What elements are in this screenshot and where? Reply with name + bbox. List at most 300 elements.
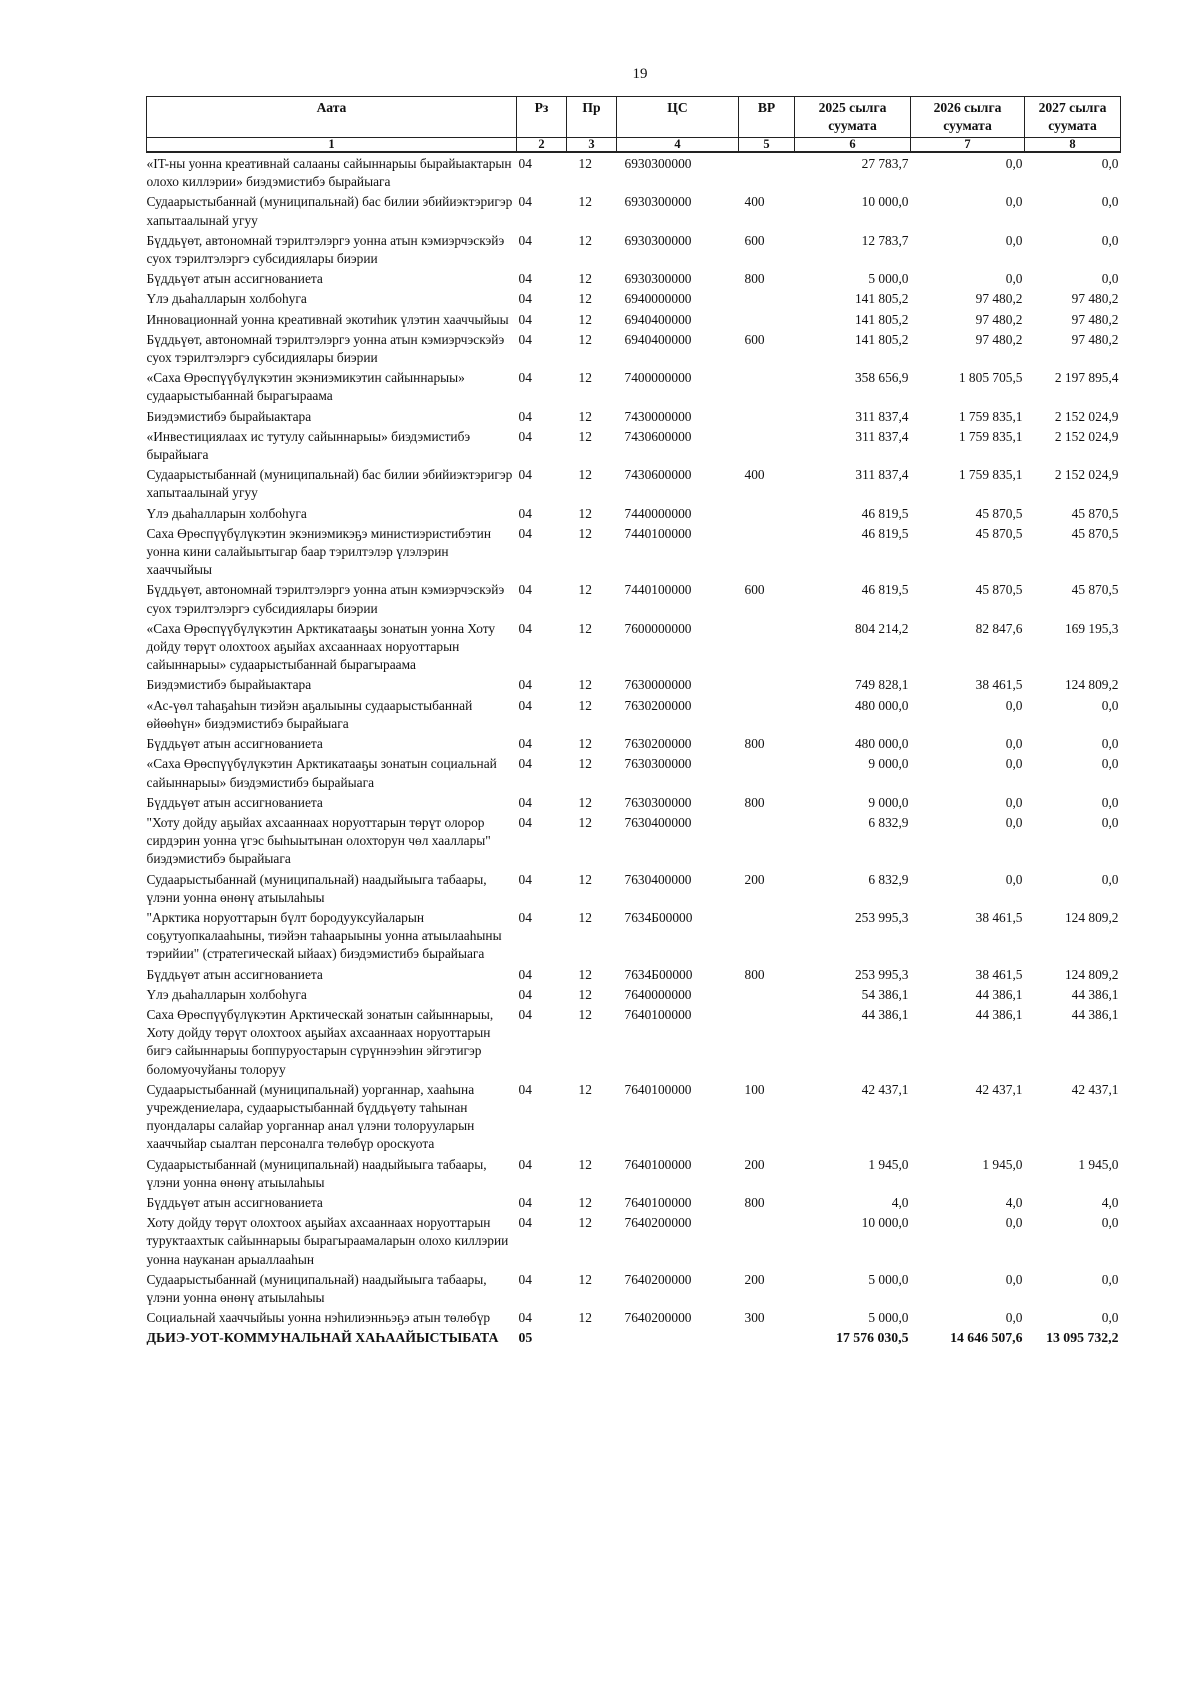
- row-cs: 7630000000: [624, 677, 692, 693]
- row-pr: 12: [578, 291, 592, 307]
- row-name: Бүддьүөт, автономнай тэрилтэлэргэ уонна атын кэмиэрчэскэйэ суох тэрилтэлэргэ субсидиялары биэрии: [146, 232, 505, 267]
- row-amount-2026: 0,0: [1005, 871, 1023, 887]
- row-amount-2025: 480 000,0: [854, 697, 909, 713]
- table-row: [147, 1192, 1121, 1212]
- row-amount-2027: 45 870,5: [1071, 525, 1119, 541]
- table-row: [147, 579, 1121, 617]
- row-vr: 200: [744, 871, 765, 887]
- table-row: [147, 1154, 1121, 1192]
- row-vr: [739, 984, 795, 1004]
- row-rz: 04: [518, 408, 532, 424]
- column-number: 3: [567, 138, 617, 153]
- row-rz: 04: [518, 736, 532, 752]
- row-amount-2026: 0,0: [1005, 156, 1023, 171]
- row-name: ДЬИЭ-УОТ-КОММУНАЛЬНАЙ ХАҺААЙЫСТЫБАТА: [146, 1330, 499, 1346]
- column-number: 6: [795, 138, 911, 153]
- row-name: Үлэ дьаһалларын холбоһуга: [146, 505, 307, 521]
- table-row: [147, 464, 1121, 502]
- row-name: Социальнай хааччыйыы уонна нэһилиэнньэҕэ атын төлөбүр: [146, 1310, 491, 1326]
- row-cs: 6940000000: [624, 291, 692, 307]
- row-rz: 04: [518, 620, 532, 636]
- row-name: Биэдэмистибэ бырайыактара: [146, 677, 312, 693]
- row-amount-2027: 97 480,2: [1071, 311, 1119, 327]
- row-amount-2027: 0,0: [1101, 232, 1119, 248]
- row-amount-2027: 2 152 024,9: [1054, 408, 1119, 424]
- row-amount-2026: 97 480,2: [975, 291, 1023, 307]
- table-row: [147, 1307, 1121, 1327]
- row-vr: [739, 523, 795, 580]
- row-pr: 12: [578, 1310, 592, 1326]
- row-amount-2027: 4,0: [1101, 1194, 1119, 1210]
- row-vr: [739, 753, 795, 791]
- row-vr: 800: [744, 271, 765, 287]
- table-row: [147, 523, 1121, 580]
- row-cs: 6930300000: [624, 232, 692, 248]
- row-amount-2026: 44 386,1: [975, 986, 1023, 1002]
- row-amount-2025: 46 819,5: [861, 582, 909, 598]
- row-amount-2027: 0,0: [1101, 794, 1119, 810]
- row-vr: 300: [744, 1310, 765, 1326]
- row-amount-2026: 0,0: [1005, 1271, 1023, 1287]
- header-2026: 2026 сылга суумата: [911, 97, 1025, 138]
- row-cs: 7400000000: [624, 370, 692, 386]
- row-amount-2026: 1 805 705,5: [958, 370, 1023, 386]
- row-vr: 200: [744, 1156, 765, 1172]
- row-vr: [739, 288, 795, 308]
- row-vr: 600: [744, 582, 765, 598]
- row-name: Судаарыстыбаннай (муниципальнай) наадыйыыга табаары, үлэни уонна өнөнү атыылаһыы: [146, 1271, 487, 1305]
- row-amount-2025: 10 000,0: [861, 1215, 909, 1231]
- row-cs: 7640200000: [624, 1271, 692, 1287]
- row-amount-2025: 46 819,5: [861, 505, 909, 521]
- row-amount-2025: 480 000,0: [854, 736, 909, 752]
- row-name: «Саха Өрөспүүбүлүкэтин экэниэмикэтин сайыннарыы» судаарыстыбаннай бырагыраама: [146, 370, 465, 404]
- row-amount-2026: 4,0: [1005, 1194, 1023, 1210]
- table-header-row: [147, 97, 1121, 138]
- row-amount-2027: 0,0: [1101, 156, 1119, 171]
- table-row: [147, 230, 1121, 268]
- row-rz: 04: [518, 291, 532, 307]
- table-row: [147, 1004, 1121, 1079]
- row-rz: 04: [518, 909, 532, 925]
- row-vr: 600: [744, 331, 765, 347]
- row-amount-2027: 124 809,2: [1064, 677, 1119, 693]
- row-cs: 7640200000: [624, 1215, 692, 1231]
- row-amount-2027: 0,0: [1101, 697, 1119, 713]
- row-pr: 12: [578, 620, 592, 636]
- row-amount-2026: 0,0: [1005, 794, 1023, 810]
- table-row: [147, 268, 1121, 288]
- row-amount-2027: 45 870,5: [1071, 505, 1119, 521]
- row-amount-2027: 2 197 895,4: [1054, 370, 1119, 386]
- row-amount-2027: 0,0: [1101, 756, 1119, 772]
- row-cs: 7440100000: [624, 525, 692, 541]
- row-amount-2025: 5 000,0: [868, 1271, 909, 1287]
- row-pr: 12: [578, 966, 592, 982]
- row-amount-2025: 253 995,3: [854, 966, 909, 982]
- row-rz: 04: [518, 582, 532, 598]
- row-cs: 6940400000: [624, 331, 692, 347]
- row-cs: 6930300000: [624, 194, 692, 210]
- row-name: «IT-ны уонна креативнай салааны сайыннарыы бырайыактарын олохо киллэрии» биэдэмистибэ бырайыага: [146, 156, 512, 190]
- row-amount-2027: 0,0: [1101, 194, 1119, 210]
- row-pr: 12: [578, 428, 592, 444]
- row-name: "Арктика норуоттарын бүлт бородууксуйаларын соҕутуопкалааһыны, тиэйэн таһаарыыны уонна атыылааһыны тэрийии" (стратегическай ыйаах) биэдэмистибэ бырайыага: [146, 909, 502, 962]
- table-row: [147, 1327, 1121, 1347]
- row-rz: 04: [518, 756, 532, 772]
- row-amount-2027: 1 945,0: [1078, 1156, 1119, 1172]
- column-number-row: [147, 138, 1121, 153]
- header-name: Аата: [147, 97, 517, 138]
- row-rz: 04: [518, 966, 532, 982]
- row-amount-2027: 0,0: [1101, 1215, 1119, 1231]
- row-cs: 6930300000: [624, 156, 692, 171]
- row-cs: 7640100000: [624, 1194, 692, 1210]
- row-pr: 12: [578, 505, 592, 521]
- row-name: Хоту дойду төрүт олохтоох аҕыйах ахсааннаах норуоттарын туруктаахтык сайыннарыы бырагыраамаларын олохо киллэрии уонна науканан арыаллааһын: [146, 1215, 509, 1267]
- row-amount-2027: 97 480,2: [1071, 291, 1119, 307]
- row-cs: 7430600000: [624, 467, 692, 483]
- row-amount-2026: 1 759 835,1: [958, 408, 1023, 424]
- row-vr: 800: [744, 794, 765, 810]
- table-row: [147, 152, 1121, 191]
- row-amount-2026: 1 945,0: [982, 1156, 1023, 1172]
- row-amount-2025: 311 837,4: [855, 408, 909, 424]
- row-vr: [739, 674, 795, 694]
- row-pr: 12: [578, 1215, 592, 1231]
- row-rz: 04: [518, 1194, 532, 1210]
- row-amount-2026: 0,0: [1005, 232, 1023, 248]
- row-amount-2027: 2 152 024,9: [1054, 467, 1119, 483]
- row-cs: 7600000000: [624, 620, 692, 636]
- row-pr: 12: [578, 1081, 592, 1097]
- row-rz: 04: [518, 331, 532, 347]
- row-pr: 12: [578, 909, 592, 925]
- row-amount-2026: 97 480,2: [975, 311, 1023, 327]
- row-amount-2025: 311 837,4: [855, 428, 909, 444]
- table-row: [147, 309, 1121, 329]
- row-name: Биэдэмистибэ бырайыактара: [146, 408, 312, 424]
- table-row: [147, 1079, 1121, 1154]
- row-rz: 04: [518, 1271, 532, 1287]
- row-amount-2026: 0,0: [1005, 1215, 1023, 1231]
- row-vr: [739, 812, 795, 869]
- row-cs: 7634Б00000: [624, 966, 693, 982]
- row-name: Бүддьүөт, автономнай тэрилтэлэргэ уонна атын кэмиэрчэскэйэ суох тэрилтэлэргэ субсидиялары биэрии: [146, 331, 505, 366]
- table-row: [147, 695, 1121, 733]
- row-amount-2026: 45 870,5: [975, 582, 1023, 598]
- row-amount-2026: 97 480,2: [975, 331, 1023, 347]
- row-name: «Ас-үөл таһаҕаһын тиэйэн аҕалыыны судаарыстыбаннай өйөөһүн» биэдэмистибэ бырайыага: [146, 697, 473, 731]
- header-2025: 2025 сылга суумата: [795, 97, 911, 138]
- row-amount-2027: 0,0: [1101, 736, 1119, 752]
- row-name: Үлэ дьаһалларын холбоһуга: [146, 986, 307, 1002]
- row-vr: 800: [744, 736, 765, 752]
- row-amount-2026: 44 386,1: [975, 1006, 1023, 1022]
- page-number: 19: [632, 66, 648, 82]
- row-cs: 6940400000: [624, 311, 692, 327]
- row-vr: [739, 1004, 795, 1079]
- row-vr: 100: [744, 1081, 765, 1097]
- row-amount-2026: 38 461,5: [975, 966, 1023, 982]
- row-vr: 200: [744, 1271, 765, 1287]
- row-amount-2026: 42 437,1: [975, 1081, 1023, 1097]
- row-vr: [739, 695, 795, 733]
- table-row: [147, 792, 1121, 812]
- row-amount-2025: 6 832,9: [868, 814, 909, 830]
- table-row: [147, 191, 1121, 229]
- row-vr: [739, 1327, 795, 1347]
- row-amount-2026: 0,0: [1005, 756, 1023, 772]
- table-row: [147, 1269, 1121, 1307]
- row-amount-2026: 1 759 835,1: [958, 428, 1023, 444]
- table-row: [147, 869, 1121, 907]
- row-rz: 04: [518, 814, 532, 830]
- row-cs: 7430600000: [624, 428, 692, 444]
- row-vr: [739, 618, 795, 675]
- row-rz: 04: [518, 986, 532, 1002]
- row-rz: 04: [518, 525, 532, 541]
- row-amount-2027: 44 386,1: [1071, 1006, 1119, 1022]
- row-name: Судаарыстыбаннай (муниципальнай) бас билии эбийиэктэригэр хапытаалынай угуу: [146, 467, 513, 501]
- table-row: [147, 329, 1121, 367]
- row-pr: 12: [578, 1271, 592, 1287]
- row-rz: 04: [518, 370, 532, 386]
- row-amount-2025: 804 214,2: [854, 620, 909, 636]
- row-amount-2026: 0,0: [1005, 1310, 1023, 1326]
- header-vr: ВР: [739, 97, 795, 138]
- row-name: «Саха Өрөспүүбүлүкэтин Арктикатааҕы зонатын уонна Хоту дойду төрүт олохтоох аҕыйах ахсааннаах норуоттарын сайыннарыы» судаарыстыбаннай бырагыраама: [146, 620, 496, 673]
- row-vr: 400: [744, 467, 765, 483]
- row-amount-2026: 0,0: [1005, 271, 1023, 287]
- row-name: "Хоту дойду аҕыйах ахсааннаах норуоттарын төрүт олорор сирдэрин уонна үгэс быһыытынан олохторун чөл хааллары" биэдэмистибэ бырайыага: [146, 814, 491, 867]
- row-amount-2027: 44 386,1: [1071, 986, 1119, 1002]
- column-number: 8: [1025, 138, 1121, 153]
- row-pr: 12: [578, 156, 592, 171]
- row-rz: 04: [518, 194, 532, 210]
- table-row: [147, 984, 1121, 1004]
- row-name: Үлэ дьаһалларын холбоһуга: [146, 291, 307, 307]
- column-number: 5: [739, 138, 795, 153]
- row-pr: 12: [578, 232, 592, 248]
- row-pr: 12: [578, 1006, 592, 1022]
- row-amount-2027: 169 195,3: [1064, 620, 1119, 636]
- row-amount-2025: 6 832,9: [868, 871, 909, 887]
- row-vr: [739, 309, 795, 329]
- row-amount-2025: 5 000,0: [868, 1310, 909, 1326]
- table-row: [147, 1212, 1121, 1269]
- row-amount-2027: 0,0: [1101, 814, 1119, 830]
- row-cs: 7640000000: [624, 986, 692, 1002]
- column-number: 7: [911, 138, 1025, 153]
- row-pr: 12: [578, 794, 592, 810]
- row-amount-2025: 311 837,4: [855, 467, 909, 483]
- row-rz: 04: [518, 505, 532, 521]
- row-cs: 7440000000: [624, 505, 692, 521]
- row-vr: [739, 152, 795, 191]
- row-amount-2025: 141 805,2: [854, 311, 909, 327]
- row-amount-2027: 0,0: [1101, 871, 1119, 887]
- row-amount-2027: 42 437,1: [1071, 1081, 1119, 1097]
- row-cs: 7630400000: [624, 871, 692, 887]
- row-amount-2027: 13 095 732,2: [1046, 1330, 1119, 1346]
- row-amount-2026: 1 759 835,1: [958, 467, 1023, 483]
- row-vr: 800: [744, 966, 765, 982]
- row-pr: 12: [578, 1194, 592, 1210]
- table-row: [147, 618, 1121, 675]
- row-pr: 12: [578, 1156, 592, 1172]
- row-pr: 12: [578, 370, 592, 386]
- row-cs: 7640100000: [624, 1156, 692, 1172]
- row-amount-2025: 5 000,0: [868, 271, 909, 287]
- row-amount-2025: 141 805,2: [854, 291, 909, 307]
- row-name: Бүддьүөт атын ассигнованиета: [146, 271, 323, 287]
- column-number: 4: [617, 138, 739, 153]
- row-vr: [739, 907, 795, 964]
- row-amount-2025: 46 819,5: [861, 525, 909, 541]
- row-pr: 12: [578, 194, 592, 210]
- row-amount-2027: 124 809,2: [1064, 909, 1119, 925]
- row-rz: 04: [518, 467, 532, 483]
- row-amount-2025: 27 783,7: [861, 156, 909, 171]
- table-row: [147, 907, 1121, 964]
- row-pr: 12: [578, 467, 592, 483]
- table-row: [147, 426, 1121, 464]
- row-name: «Саха Өрөспүүбүлүкэтин Арктикатааҕы зонатын социальнай сайыннарыы» биэдэмистибэ бырайыага: [146, 756, 497, 790]
- row-amount-2025: 9 000,0: [868, 794, 909, 810]
- table-row: [147, 406, 1121, 426]
- row-amount-2025: 253 995,3: [854, 909, 909, 925]
- row-rz: 04: [518, 271, 532, 287]
- row-cs: 7634Б00000: [624, 909, 693, 925]
- row-name: Бүддьүөт атын ассигнованиета: [146, 966, 323, 982]
- row-pr: 12: [578, 871, 592, 887]
- row-amount-2026: 82 847,6: [975, 620, 1023, 636]
- row-amount-2025: 358 656,9: [854, 370, 909, 386]
- row-cs: 7630300000: [624, 756, 692, 772]
- row-vr: [739, 503, 795, 523]
- row-amount-2025: 42 437,1: [861, 1081, 909, 1097]
- row-rz: 04: [518, 156, 532, 171]
- row-pr: 12: [578, 331, 592, 347]
- table-body: [147, 152, 1121, 1348]
- row-amount-2026: 45 870,5: [975, 525, 1023, 541]
- row-rz: 04: [518, 1081, 532, 1097]
- row-cs: 7640100000: [624, 1006, 692, 1022]
- column-number: 1: [147, 138, 517, 153]
- table-row: [147, 674, 1121, 694]
- row-pr: 12: [578, 986, 592, 1002]
- row-name: Инновационнай уонна креативнай экотиһик үлэтин хааччыйыы: [146, 311, 509, 327]
- row-rz: 04: [518, 1310, 532, 1326]
- row-pr: 12: [578, 525, 592, 541]
- column-number: 2: [517, 138, 567, 153]
- row-name: Бүддьүөт, автономнай тэрилтэлэргэ уонна атын кэмиэрчэскэйэ суох тэрилтэлэргэ субсидиялары биэрии: [146, 582, 505, 616]
- row-name: Саха Өрөспүүбүлүкэтин экэниэмикэҕэ министиэристибэтин уонна кини салайыытыгар баар тэрилтэлэр үлэлэрин хааччыйыы: [146, 525, 491, 578]
- row-amount-2027: 124 809,2: [1064, 966, 1119, 982]
- row-pr: 12: [578, 311, 592, 327]
- row-pr: 12: [578, 756, 592, 772]
- row-amount-2025: 54 386,1: [861, 986, 909, 1002]
- row-amount-2027: 0,0: [1101, 271, 1119, 287]
- row-amount-2027: 0,0: [1101, 1310, 1119, 1326]
- row-cs: 7630200000: [624, 697, 692, 713]
- row-vr: [739, 1212, 795, 1269]
- row-amount-2026: 0,0: [1005, 736, 1023, 752]
- row-amount-2025: 44 386,1: [861, 1006, 909, 1022]
- header-pr: Пр: [567, 97, 617, 138]
- table-row: [147, 812, 1121, 869]
- row-name: Бүддьүөт атын ассигнованиета: [146, 736, 323, 752]
- row-amount-2027: 0,0: [1101, 1271, 1119, 1287]
- row-amount-2026: 14 646 507,6: [950, 1330, 1023, 1346]
- row-cs: 7630400000: [624, 814, 692, 830]
- row-amount-2025: 749 828,1: [854, 677, 909, 693]
- row-amount-2025: 141 805,2: [854, 331, 909, 347]
- header-cs: ЦС: [617, 97, 739, 138]
- row-vr: [739, 406, 795, 426]
- row-amount-2026: 0,0: [1005, 194, 1023, 210]
- row-cs: 7630300000: [624, 794, 692, 810]
- row-vr: 800: [744, 1194, 765, 1210]
- row-vr: [739, 426, 795, 464]
- table-row: [147, 964, 1121, 984]
- row-rz: 04: [518, 428, 532, 444]
- table-row: [147, 503, 1121, 523]
- row-amount-2025: 10 000,0: [861, 194, 909, 210]
- row-amount-2026: 38 461,5: [975, 909, 1023, 925]
- table-row: [147, 288, 1121, 308]
- row-cs: 7430000000: [624, 408, 692, 424]
- header-2027: 2027 сылга суумата: [1025, 97, 1121, 138]
- row-cs: 7640100000: [624, 1081, 692, 1097]
- row-pr: 12: [578, 736, 592, 752]
- table-row: [147, 753, 1121, 791]
- row-cs: 7630200000: [624, 736, 692, 752]
- row-amount-2025: 12 783,7: [861, 232, 909, 248]
- row-name: Бүддьүөт атын ассигнованиета: [146, 794, 323, 810]
- row-amount-2025: 1 945,0: [868, 1156, 909, 1172]
- row-amount-2026: 0,0: [1005, 814, 1023, 830]
- row-pr: 12: [578, 697, 592, 713]
- row-amount-2026: 45 870,5: [975, 505, 1023, 521]
- row-vr: 600: [744, 232, 765, 248]
- row-cs: [617, 1327, 739, 1347]
- row-cs: 7640200000: [624, 1310, 692, 1326]
- row-amount-2027: 97 480,2: [1071, 331, 1119, 347]
- row-name: Бүддьүөт атын ассигнованиета: [146, 1194, 323, 1210]
- row-pr: 12: [578, 677, 592, 693]
- row-amount-2027: 2 152 024,9: [1054, 428, 1119, 444]
- row-pr: 12: [578, 814, 592, 830]
- row-rz: 04: [518, 697, 532, 713]
- row-rz: 04: [518, 677, 532, 693]
- row-rz: 04: [518, 871, 532, 887]
- row-rz: 04: [518, 232, 532, 248]
- row-amount-2025: 17 576 030,5: [836, 1330, 909, 1346]
- row-vr: [739, 367, 795, 405]
- row-pr: 12: [578, 271, 592, 287]
- row-name: Судаарыстыбаннай (муниципальнай) бас билии эбийиэктэригэр хапытаалынай угуу: [146, 194, 513, 228]
- row-cs: 6930300000: [624, 271, 692, 287]
- row-rz: 04: [518, 1156, 532, 1172]
- table-row: [147, 367, 1121, 405]
- row-amount-2026: 38 461,5: [975, 677, 1023, 693]
- table-row: [147, 733, 1121, 753]
- row-name: «Инвестициялаах ис тутулу сайыннарыы» биэдэмистибэ бырайыага: [146, 428, 471, 463]
- row-rz: 04: [518, 794, 532, 810]
- row-name: Судаарыстыбаннай (муниципальнай) уорганнар, хааһына учреждениелара, судаарыстыбаннай бүддьүөту таһынан пуондалары салайар уорганнар анал үлэни толорууларын хааччыйар сыалтан персоналга төлөбүр ороскуота: [146, 1081, 475, 1152]
